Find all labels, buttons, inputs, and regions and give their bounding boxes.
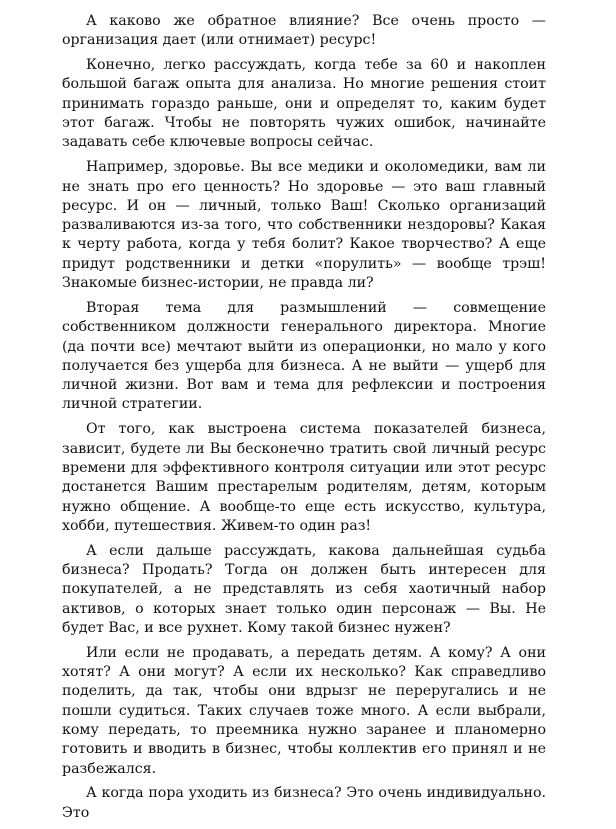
paragraph-3: Например, здоровье. Вы все медики и околомедики, вам ли не знать про его ценность? Но здоровье — это ваш главный ресурс. И он — личный, только Ваш! Сколько организаций разваливаются из-за того, что собственники нездоровы? Какая к черту работа, когда у тебя болит? Какое творчество? А еще придут родственники и детки «порулить» — вообще трэш! Знакомые бизнес-истории, не правда ли? xyxy=(62,159,546,292)
paragraph-4: Вторая тема для размышлений — совмещение собственником должности генерального директора. Многие (да почти все) мечтают выйти из операционки, но мало у кого получается без ущерба для бизнеса. А не выйти — ущерб для личной жизни. Вот вам и тема для рефлексии и построения личной стратегии. xyxy=(62,299,546,413)
paragraph-6: А если дальше рассуждать, какова дальнейшая судьба бизнеса? Продать? Тогда он должен быть интересен для покупателей, а не представлять из себя хаотичный набор активов, о которых знает только один персонаж — Вы. Не будет Вас, и все рухнет. Кому такой бизнес нужен? xyxy=(62,542,546,636)
paragraph-5: От того, как выстроена система показателей бизнеса, зависит, будете ли Вы бесконечно тратить свой личный ресурс времени для эффективного контроля ситуации или этот ресурс достанется Вашим престарелым родителям, детям, которым нужно общение. А вообще-то еще есть искусство, культура, хобби, путешествия. Живем-то один раз! xyxy=(62,421,546,534)
document-page xyxy=(62,12,546,829)
paragraph-1: А каково же обратное влияние? Все очень просто — организация дает (или отнимает) ресурс! xyxy=(62,13,546,49)
paragraph-8: А когда пора уходить из бизнеса? Это очень индивидуально. Это xyxy=(62,785,546,821)
paragraph-2: Конечно, легко рассуждать, когда тебе за 60 и накоплен большой багаж опыта для анализа. Но многие решения стоит принимать гораздо раньше, они и определят то, каким будет этот багаж. Чтобы не повторять чужих ошибок, начинайте задавать себе ключевые вопросы сейчас. xyxy=(62,57,546,151)
paragraph-7: Или если не продавать, а передать детям. А кому? А они хотят? А они могут? А если их несколько? Как справедливо поделить, да так, чтобы они вдрызг не переругались и не пошли судиться. Таких случаев тоже много. А если выбрали, кому передать, то преемника нужно заранее и планомерно готовить и вводить в бизнес, чтобы коллектив его принял и не разбежался. xyxy=(62,644,546,777)
